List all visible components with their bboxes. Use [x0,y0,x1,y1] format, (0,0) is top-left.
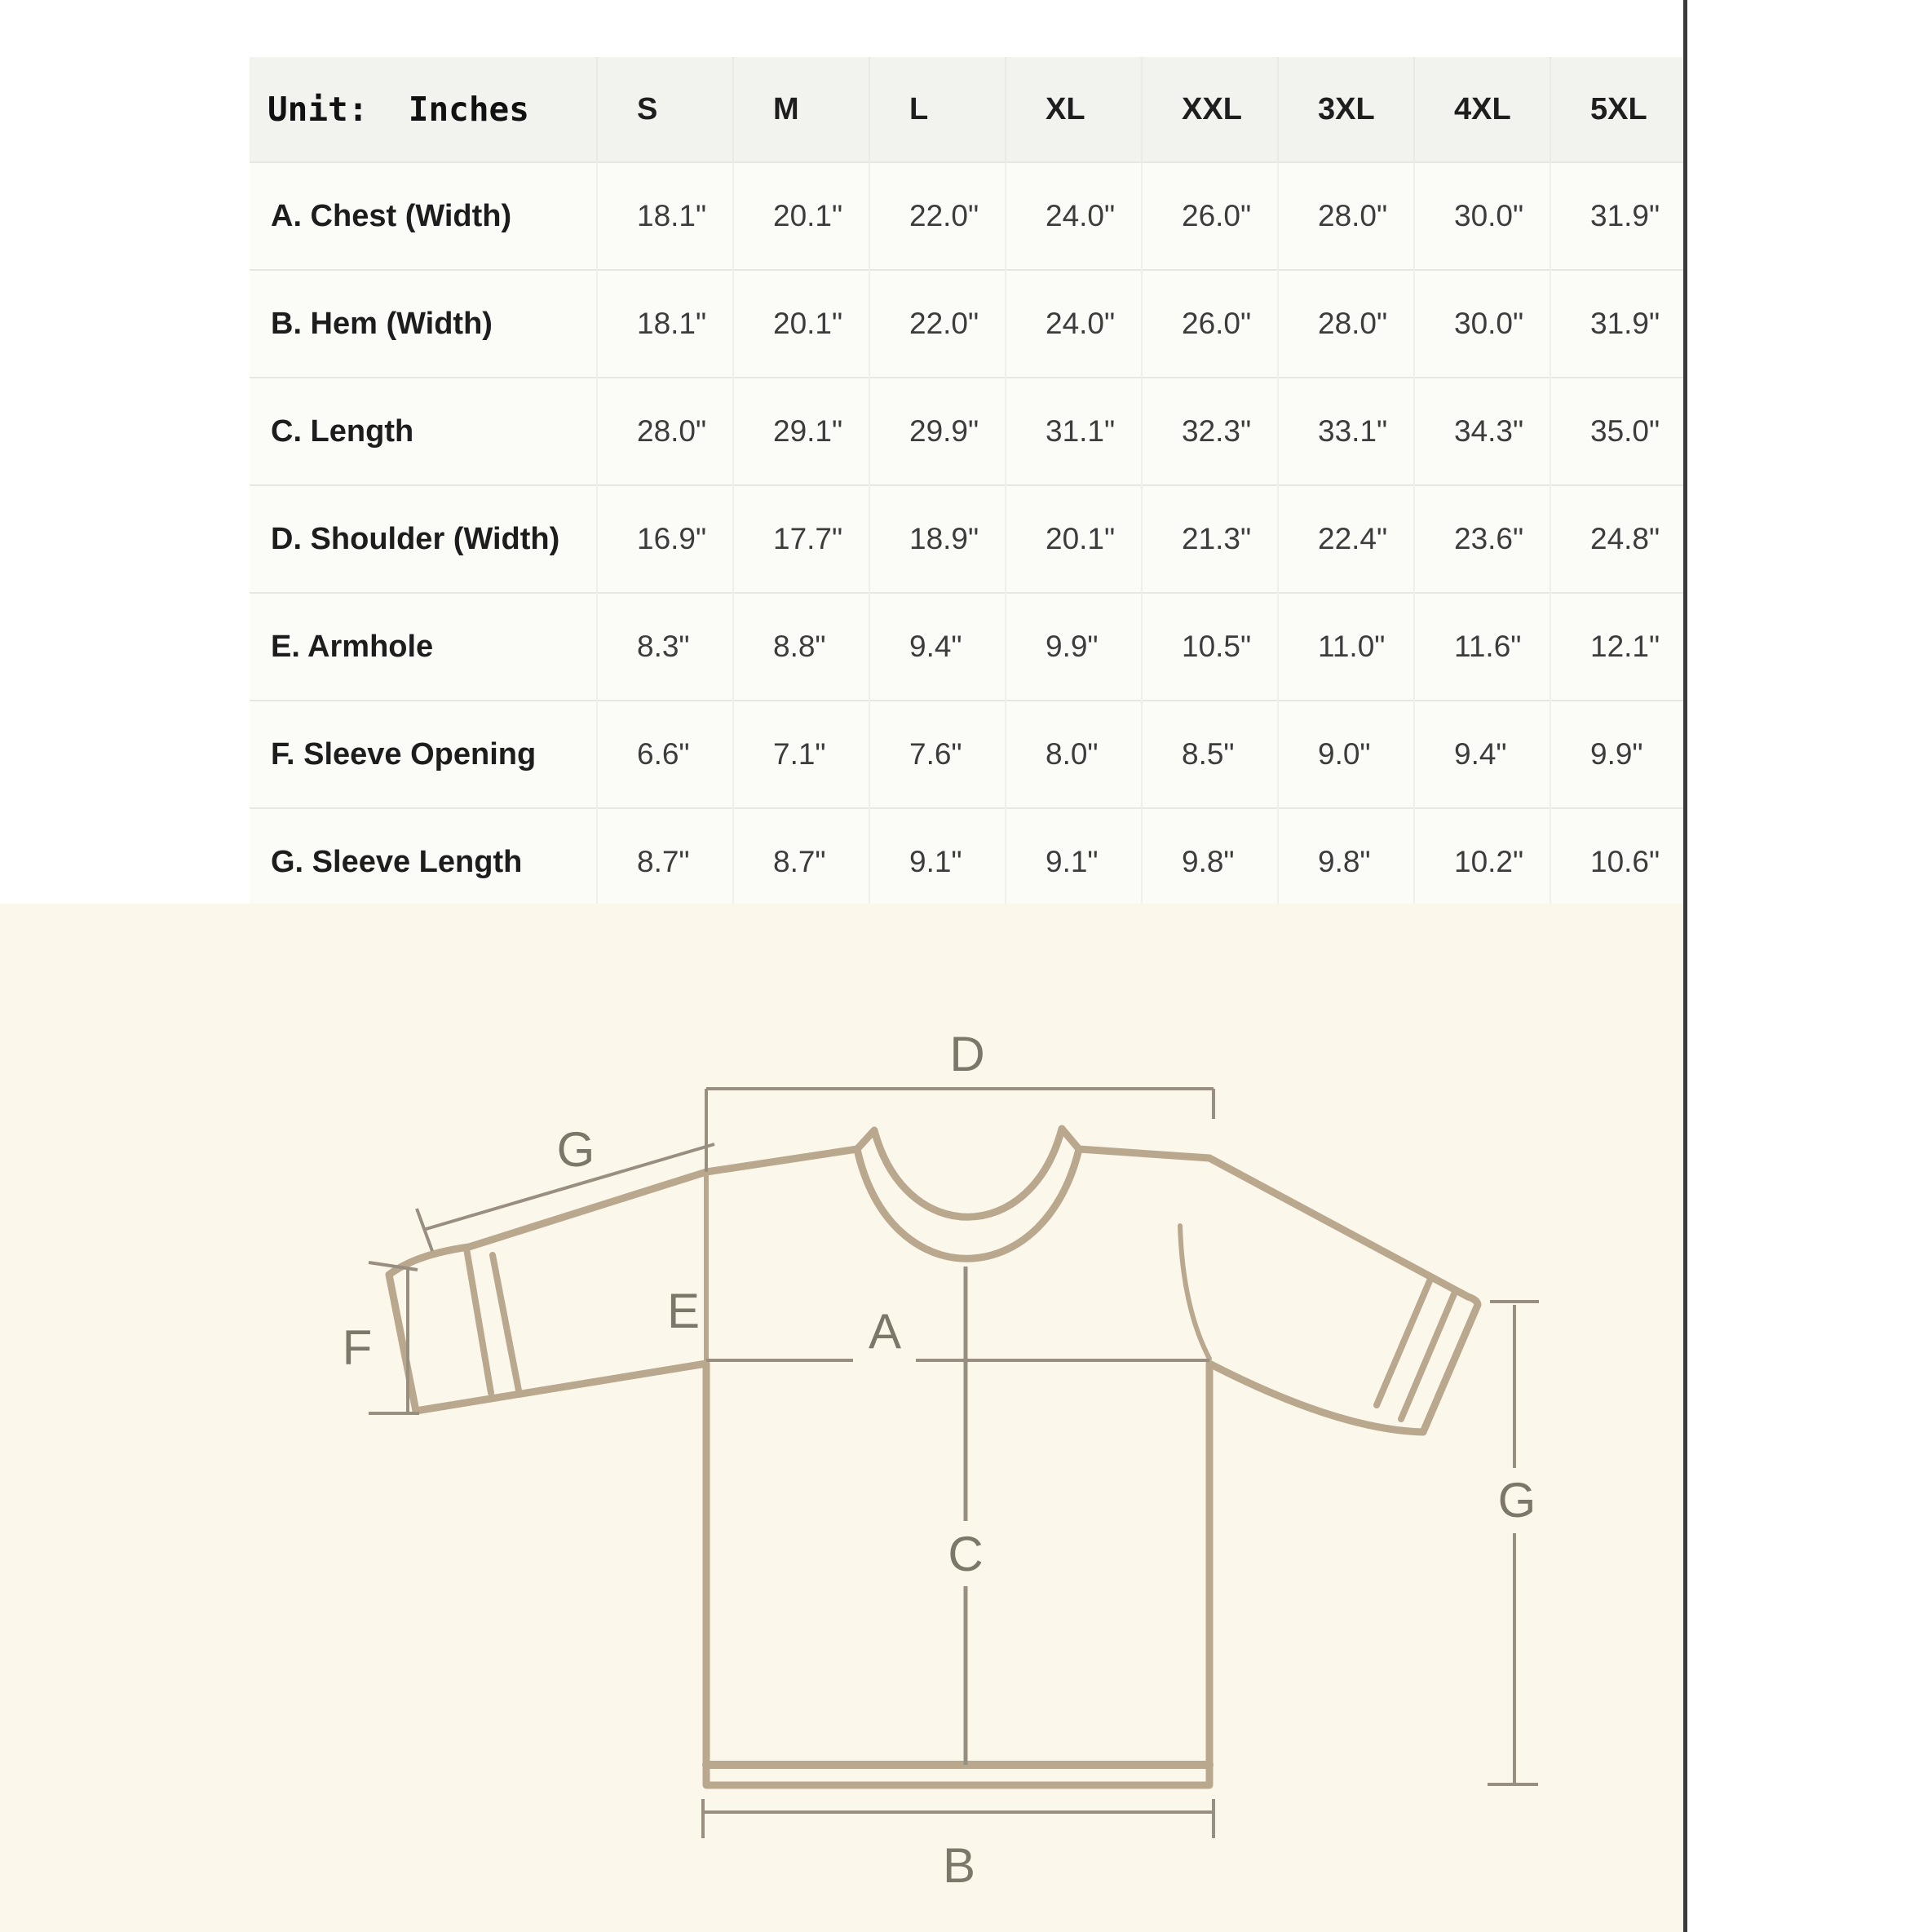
size-value: 10.6" [1550,808,1687,915]
label-chest-a: A [868,1304,902,1359]
label-sleeve-length-left-g: G [556,1122,595,1177]
table-row-hem [250,270,1687,378]
size-header-3xl: 3XL [1278,57,1414,162]
size-value: 24.0" [1006,270,1142,378]
size-value: 20.1" [733,270,869,378]
size-value: 8.7" [597,808,733,915]
size-value: 17.7" [733,485,869,593]
size-value: 26.0" [1142,162,1278,270]
size-value: 31.9" [1550,270,1687,378]
size-value: 9.4" [1414,701,1550,808]
size-value: 10.5" [1142,593,1278,701]
size-value: 9.9" [1006,593,1142,701]
table-row-sleeve-length [250,808,1687,915]
size-value: 28.0" [597,378,733,485]
right-cuff-band [1377,1277,1456,1419]
size-value: 9.8" [1142,808,1278,915]
size-value: 22.0" [869,162,1006,270]
size-value: 9.8" [1278,808,1414,915]
size-value: 28.0" [1278,162,1414,270]
row-label: G. Sleeve Length [250,808,597,915]
size-value: 11.0" [1278,593,1414,701]
size-header-s: S [597,57,733,162]
size-value: 23.6" [1414,485,1550,593]
row-label: D. Shoulder (Width) [250,485,597,593]
row-label: E. Armhole [250,593,597,701]
left-cuff-band [466,1249,519,1393]
size-table-area [250,57,1687,915]
size-header-m: M [733,57,869,162]
size-value: 6.6" [597,701,733,808]
size-value: 8.7" [733,808,869,915]
size-value: 21.3" [1142,485,1278,593]
size-value: 7.1" [733,701,869,808]
table-row-armhole [250,593,1687,701]
size-value: 31.9" [1550,162,1687,270]
sleeve-length-measure-right-g [1488,1302,1539,1784]
size-header-xxl: XXL [1142,57,1278,162]
size-header-l: L [869,57,1006,162]
size-value: 9.1" [1006,808,1142,915]
size-value: 12.1" [1550,593,1687,701]
size-value: 18.9" [869,485,1006,593]
table-row-length [250,378,1687,485]
size-value: 32.3" [1142,378,1278,485]
tshirt-diagram-svg [0,904,1687,1932]
label-sleeve-opening-f: F [342,1320,373,1375]
size-header-xl: XL [1006,57,1142,162]
size-value: 30.0" [1414,270,1550,378]
size-value: 24.8" [1550,485,1687,593]
size-value: 9.0" [1278,701,1414,808]
label-length-c: C [948,1527,984,1581]
size-value: 7.6" [869,701,1006,808]
size-header-5xl: 5XL [1550,57,1687,162]
size-header-row [250,57,1687,162]
size-value: 22.0" [869,270,1006,378]
size-value: 30.0" [1414,162,1550,270]
size-value: 11.6" [1414,593,1550,701]
label-hem-b: B [942,1838,976,1893]
right-armhole-seam [1180,1226,1209,1359]
size-value: 22.4" [1278,485,1414,593]
vertical-divider-line [1683,0,1687,1932]
label-armhole-e: E [666,1284,701,1338]
label-shoulder-d: D [949,1027,985,1081]
size-value: 9.4" [869,593,1006,701]
size-value: 35.0" [1550,378,1687,485]
size-value: 33.1" [1278,378,1414,485]
table-row-sleeve-opening [250,701,1687,808]
row-label: A. Chest (Width) [250,162,597,270]
size-value: 8.0" [1006,701,1142,808]
size-value: 31.1" [1006,378,1142,485]
unit-label: Unit: Inches [250,57,597,162]
right-white-margin [1687,0,1932,1932]
size-value: 20.1" [1006,485,1142,593]
table-row-shoulder [250,485,1687,593]
size-value: 29.9" [869,378,1006,485]
row-label: B. Hem (Width) [250,270,597,378]
size-value: 10.2" [1414,808,1550,915]
row-label: F. Sleeve Opening [250,701,597,808]
size-value: 26.0" [1142,270,1278,378]
size-value: 8.5" [1142,701,1278,808]
label-sleeve-length-right-g: G [1497,1473,1536,1527]
size-value: 9.9" [1550,701,1687,808]
tshirt-outline [389,1129,1478,1785]
row-label: C. Length [250,378,597,485]
size-value: 8.8" [733,593,869,701]
size-value: 28.0" [1278,270,1414,378]
size-table [250,57,1687,915]
shoulder-measure-line-d [706,1089,1214,1119]
size-value: 29.1" [733,378,869,485]
size-value: 16.9" [597,485,733,593]
size-value: 18.1" [597,162,733,270]
tshirt-measurement-diagram [0,904,1687,1932]
hem-measure-line-b [703,1799,1214,1838]
size-value: 20.1" [733,162,869,270]
size-value: 8.3" [597,593,733,701]
size-value: 18.1" [597,270,733,378]
size-value: 9.1" [869,808,1006,915]
size-value: 34.3" [1414,378,1550,485]
size-header-4xl: 4XL [1414,57,1550,162]
size-value: 24.0" [1006,162,1142,270]
table-row-chest [250,162,1687,270]
